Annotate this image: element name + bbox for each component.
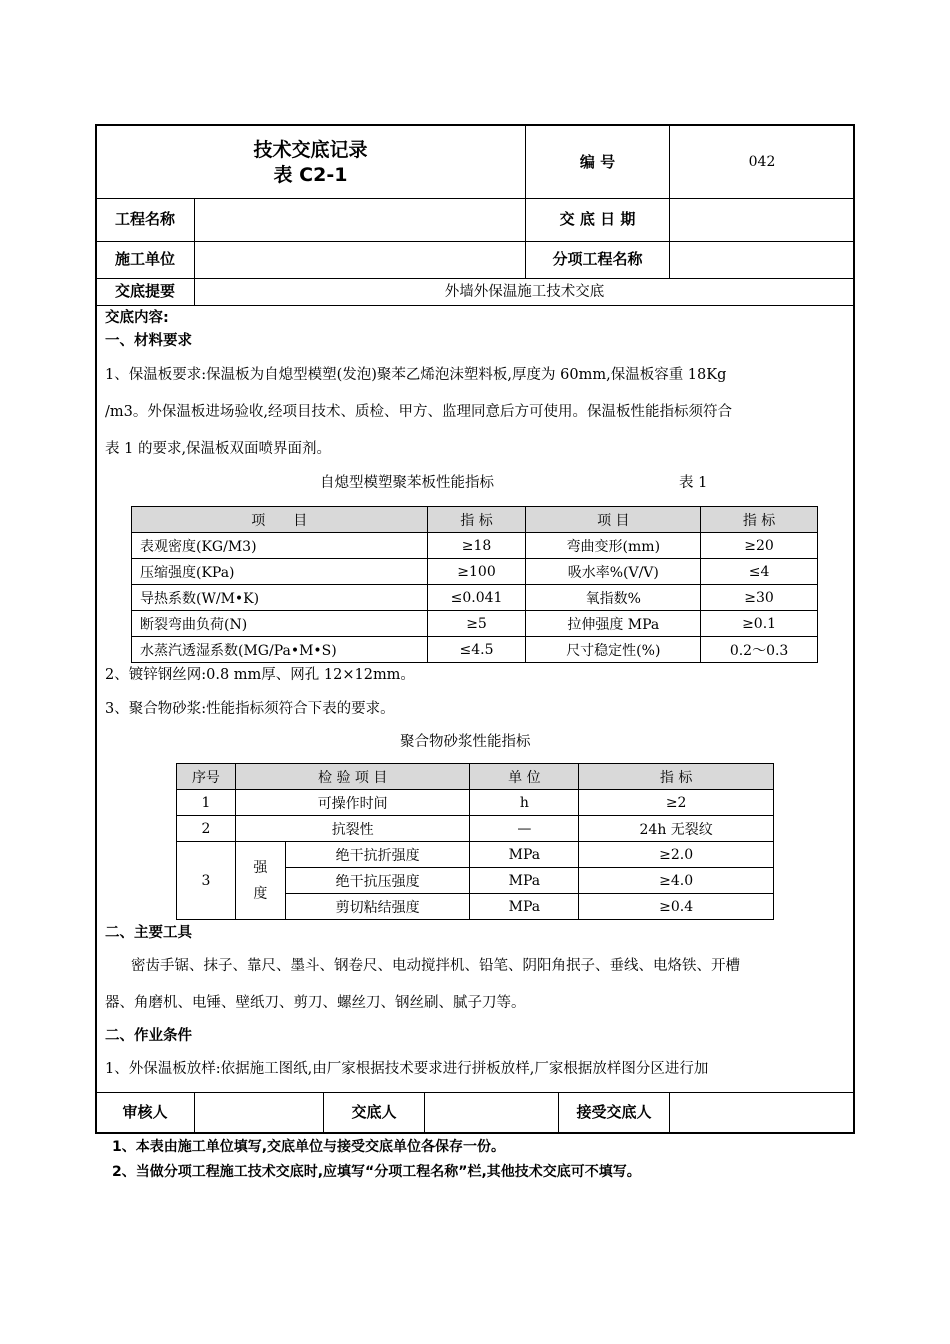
- form-title: 技术交底记录: [253, 139, 368, 161]
- section-tools: 二、主要工具: [105, 925, 192, 941]
- table-cell: 绝干抗压强度: [285, 868, 470, 894]
- table-cell: 可操作时间: [235, 790, 470, 816]
- row-divider: [96, 241, 854, 242]
- table-cell: 抗裂性: [235, 816, 470, 842]
- table-cell: 水蒸汽透湿系数(MG/Pa•M•S): [132, 637, 428, 663]
- table-row: [132, 559, 818, 585]
- table-cell: 3: [177, 842, 236, 920]
- table-header: 指 标: [579, 764, 774, 790]
- table-row: [177, 816, 774, 842]
- mesh-para: 2、镀锌钢丝网:0.8 mm厚、网孔 12×12mm。: [105, 667, 415, 683]
- col-divider: [669, 1092, 670, 1132]
- sub-project-label: 分项工程名称: [552, 250, 643, 268]
- receiver-label: 接受交底人: [576, 1103, 652, 1121]
- materials-para: /m3。外保温板进场验收,经项目技术、质检、甲方、监理同意后方可使用。保温板性能指标须符合: [105, 404, 732, 420]
- table-cell: ≥2: [579, 790, 774, 816]
- mortar-table: [176, 763, 774, 920]
- table-cell: 表观密度(KG/M3): [132, 533, 428, 559]
- table-cell: 导热系数(W/M•K): [132, 585, 428, 611]
- table-cell: ≥0.4: [579, 894, 774, 920]
- table-cell: ≥20: [701, 533, 818, 559]
- table-cell: 弯曲变形(mm): [526, 533, 701, 559]
- discloser-label: 交底人: [351, 1103, 397, 1121]
- table-header-row: [177, 764, 774, 790]
- tools-para: 器、角磨机、电锤、壁纸刀、剪刀、螺丝刀、钢丝刷、腻子刀等。: [105, 995, 526, 1011]
- table-cell: 拉伸强度 MPa: [526, 611, 701, 637]
- table-cell: —: [470, 816, 579, 842]
- table-cell: 强度: [235, 842, 285, 920]
- form-number: 表 C2-1: [273, 164, 348, 186]
- table-cell: 吸水率%(V/V): [526, 559, 701, 585]
- tools-para: 密齿手锯、抹子、靠尺、墨斗、钢卷尺、电动搅拌机、铅笔、阴阳角抿子、垂线、电烙铁、开槽: [131, 958, 740, 974]
- table-header: 项 目: [132, 507, 428, 533]
- summary-label: 交底提要: [114, 282, 175, 300]
- row-divider: [96, 305, 854, 306]
- reviewer-label: 审核人: [122, 1103, 168, 1121]
- table-cell: ≤4: [701, 559, 818, 585]
- mortar-para: 3、聚合物砂浆:性能指标须符合下表的要求。: [105, 701, 395, 717]
- row-divider: [96, 1092, 854, 1093]
- table-cell: 氧指数%: [526, 585, 701, 611]
- table-header: 序号: [177, 764, 236, 790]
- table1-number: 表 1: [679, 475, 708, 491]
- table-row: [177, 790, 774, 816]
- table-cell: ≥5: [427, 611, 526, 637]
- table-cell: ≤0.041: [427, 585, 526, 611]
- table-cell: 1: [177, 790, 236, 816]
- table-cell: 压缩强度(KPa): [132, 559, 428, 585]
- table-cell: 0.2～0.3: [701, 637, 818, 663]
- number-value: 042: [748, 154, 776, 170]
- table-cell: 剪切粘结强度: [285, 894, 470, 920]
- insulation-board-table: [131, 506, 818, 663]
- row-divider: [96, 278, 854, 279]
- col-divider: [669, 126, 670, 279]
- table-row: [132, 611, 818, 637]
- table-row: [177, 842, 774, 868]
- table-cell: 绝干抗折强度: [285, 842, 470, 868]
- section-materials: 一、材料要求: [105, 333, 192, 349]
- table-cell: ≥100: [427, 559, 526, 585]
- table-row: [132, 637, 818, 663]
- table-cell: ≥18: [427, 533, 526, 559]
- materials-para: 表 1 的要求,保温板双面喷界面剂。: [105, 441, 332, 457]
- table-cell: ≥4.0: [579, 868, 774, 894]
- footnote: 2、当做分项工程施工技术交底时,应填写“分项工程名称”栏,其他技术交底可不填写。: [112, 1164, 641, 1180]
- table-cell: ≥30: [701, 585, 818, 611]
- table-cell: ≥2.0: [579, 842, 774, 868]
- project-name-label: 工程名称: [114, 210, 175, 228]
- section-conditions: 二、作业条件: [105, 1028, 192, 1044]
- table-cell: 断裂弯曲负荷(N): [132, 611, 428, 637]
- table-row: [132, 533, 818, 559]
- table-cell: h: [470, 790, 579, 816]
- table-cell: 24h 无裂纹: [579, 816, 774, 842]
- table-cell: MPa: [470, 842, 579, 868]
- summary-value: 外墙外保温施工技术交底: [444, 284, 605, 300]
- table-header-row: [132, 507, 818, 533]
- unit-label: 施工单位: [114, 250, 175, 268]
- table-cell: MPa: [470, 894, 579, 920]
- date-label: 交 底 日 期: [559, 210, 636, 228]
- table-cell: ≥0.1: [701, 611, 818, 637]
- table-header: 项 目: [526, 507, 701, 533]
- number-label: 编 号: [579, 153, 616, 171]
- content-heading: 交底内容:: [105, 310, 169, 326]
- table-cell: ≤4.5: [427, 637, 526, 663]
- table-row: [132, 585, 818, 611]
- table-header: 检 验 项 目: [235, 764, 470, 790]
- table1-caption: 自熄型模塑聚苯板性能指标: [320, 475, 494, 491]
- table-cell: 尺寸稳定性(%): [526, 637, 701, 663]
- table-cell: MPa: [470, 868, 579, 894]
- table-cell: 2: [177, 816, 236, 842]
- table2-caption: 聚合物砂浆性能指标: [400, 734, 531, 750]
- col-divider: [194, 1092, 195, 1132]
- materials-para: 1、保温板要求:保温板为自熄型模塑(发泡)聚苯乙烯泡沫塑料板,厚度为 60mm,保温板容重 18Kg: [105, 367, 727, 383]
- table-header: 指 标: [427, 507, 526, 533]
- conditions-para: 1、外保温板放样:依据施工图纸,由厂家根据技术要求进行拼板放样,厂家根据放样图分区进行加: [105, 1061, 709, 1077]
- table-header: 指 标: [701, 507, 818, 533]
- table-header: 单 位: [470, 764, 579, 790]
- footnote: 1、本表由施工单位填写,交底单位与接受交底单位各保存一份。: [112, 1139, 506, 1155]
- col-divider: [424, 1092, 425, 1132]
- row-divider: [96, 198, 854, 199]
